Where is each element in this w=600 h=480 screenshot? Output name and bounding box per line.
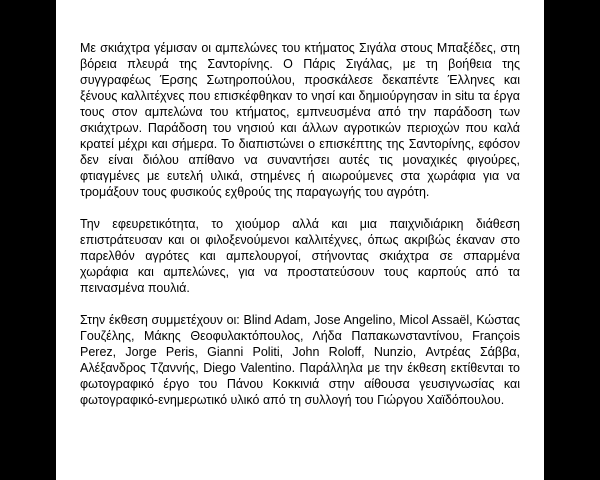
paragraph-artists-approach: Την εφευρετικότητα, το χιούμορ αλλά και μια παιχνιδιάρικη διάθεση επιστράτευσαν και οι φιλοξενούμενοι καλλιτέχνες, όπως ακριβώς έκαναν στο παρελθόν αγρότες και αμπελουργοί, στήνοντας σκιάχτρα σε σπαρμένα χωράφια και αμπελώνες, για να προστατεύσουν τους καρπούς από τα πεινασμένα πουλιά. xyxy=(80,217,520,295)
document-page xyxy=(56,0,544,480)
document-body xyxy=(80,40,520,424)
paragraph-intro: Με σκιάχτρα γέμισαν οι αμπελώνες του κτήματος Σιγάλα στους Μπαξέδες, στη βόρεια πλευρά της Σαντορίνης. Ο Πάρις Σιγάλας, με τη βοήθεια της συγγραφέως Έρσης Σωτηροπούλου, προσκάλεσε δεκαπέντε Έλληνες και ξένους καλλιτέχνες που επισκέφθηκαν το νησί και δημιούργησαν in situ τα έργα τους στον αμπελώνα του κτήματος, εμπνευσμένα από την παράδοση των σκιάχτρων. Παράδοση του νησιού και άλλων αγροτικών περιοχών που καλά κρατεί μέχρι και σήμερα. Το διαπιστώνει ο επισκέπτης της Σαντορίνης, εφόσον δεν είναι διόλου απίθανο να συναντήσει αυτές τις μοναχικές φιγούρες, φτιαγμένες με ευτελή υλικά, στημένες ή αιωρούμενες στα χωράφια για να τρομάξουν τους φυσικούς εχθρούς της παραγωγής του αγρότη. xyxy=(80,41,520,199)
paragraph-participants: Στην έκθεση συμμετέχουν οι: Blind Adam, Jose Angelino, Micol Assaël, Κώστας Γουζέλης, Μάκης Θεοφυλακτόπουλος, Λήδα Παπακωνσταντίνου, François Perez, Jorge Peris, Gianni Politi, John Roloff, Nunzio, Αντρέας Σάββα, Αλέξανδρος Τζαννής, Diego Valentino. Παράλληλα με την έκθεση εκτίθενται το φωτογραφικό έργο του Πάνου Κοκκινιά στην αίθουσα γευσιγνωσίας και φωτογραφικό-ενημερωτικό υλικό από τη συλλογή του Γιώργου Χαϊδόπουλου. xyxy=(80,313,520,407)
